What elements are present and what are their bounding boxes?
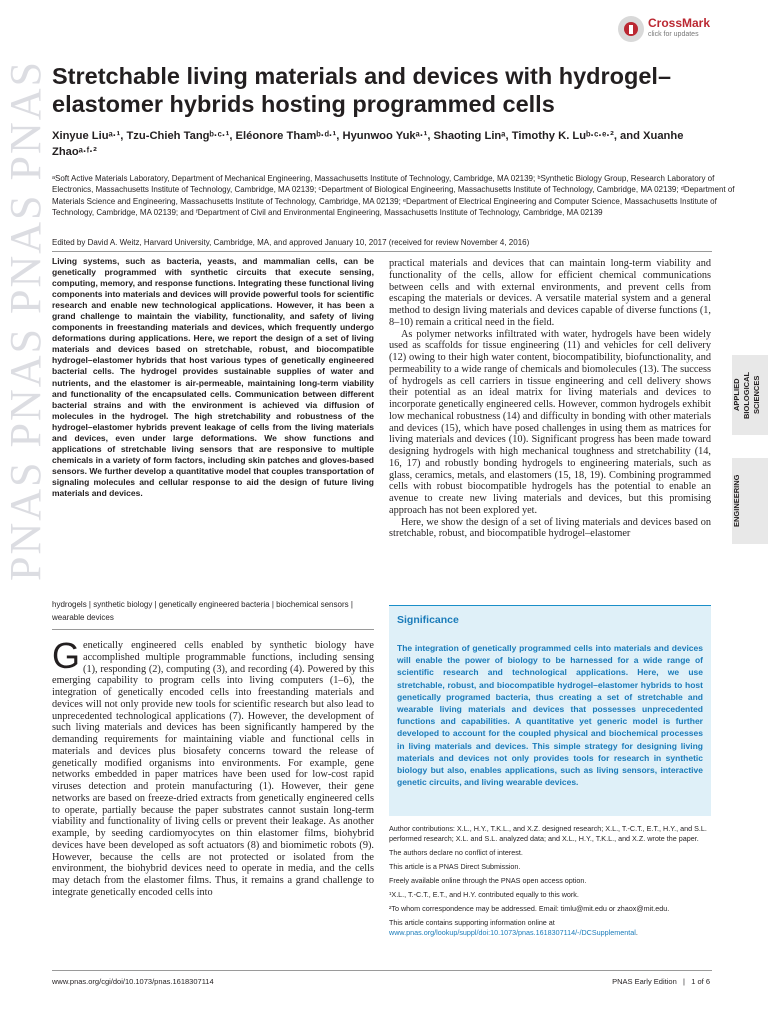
keywords: hydrogels | synthetic biology | genetically engineered bacteria | biochemical sensors | wearable devices: [52, 600, 353, 622]
significance-title: Significance: [397, 614, 459, 626]
crossmark-badge[interactable]: [618, 14, 730, 50]
crossmark-icon: [618, 16, 644, 42]
crossmark-subtitle: click for updates: [648, 31, 699, 38]
author-contributions: Author contributions: X.L., H.Y., T.K.L., and X.Z. designed research; X.L., T.-C.T., E.T., H.Y., and S.L. performed research; X.L. and S.L. analyzed data; and X.L., H.Y., T.K.L., and X.Z. wrote the paper.: [389, 824, 707, 843]
right-column: [389, 258, 711, 540]
correspondence: ²To whom correspondence may be addressed. Email: timlu@mit.edu or zhaox@mit.edu.: [389, 904, 670, 913]
footer-doi: www.pnas.org/cgi/doi/10.1073/pnas.1618307114: [52, 977, 214, 986]
pnas-watermark: [0, 60, 52, 760]
body-paragraph: Here, we show the design of a set of living materials and devices based on stretchable, robust, and biocompatible hydrogel–elastomer: [389, 516, 711, 540]
equal-contribution: ¹X.L., T.-C.T., E.T., and H.Y. contributed equally to this work.: [389, 890, 579, 899]
side-tab-engineering: ENGINEERING: [732, 458, 768, 544]
author-notes: [389, 824, 711, 942]
supporting-info-link[interactable]: www.pnas.org/lookup/suppl/doi:10.1073/pnas.1618307114/-/DCSupplemental: [389, 928, 636, 937]
direct-submission: This article is a PNAS Direct Submission.: [389, 862, 521, 871]
affiliations: ᵃSoft Active Materials Laboratory, Department of Mechanical Engineering, Massachusetts Institute of Technology, Cambridge, MA 02139; ᵇSynthetic Biology Group, Research Laboratory of Electronics, Massachusetts Institute of Technology, Cambridge, MA 02139; ᶜDepartment of Biological Engineering, Massachusetts Institute of Technology, Cambridge, MA 02139; ᵈDepartment of Materials Science and Engineering, Massachusetts Institute of Technology, Cambridge, MA 02139; ᵉDepartment of Electrical Engineering and Computer Science, Massachusetts Institute of Technology, Cambridge, MA 02139; and ᶠDepartment of Civil and Environmental Engineering, Massachusetts Institute of Technology, Cambridge, MA 02139: [52, 174, 735, 217]
intro-column: [52, 635, 374, 899]
abstract: Living systems, such as bacteria, yeasts, and mammalian cells, can be genetically programmed with synthetic circuits that execute sensing, computing, memory, and response functions. Integrating these functional living components into materials and devices will provide powerful tools for scientific research and enable new technological applications. However, it has been a grand challenge to maintain the viability, functionality, and safety of living components in freestanding materials and devices, which frequently undergo deformations during applications. Here, we report the design of a set of living materials and devices based on stretchable, robust, and biocompatible hydrogel–elastomer hybrids that host various types of genetically engineered bacterial cells. The hydrogel provides sustainable supplies of water and nutrients, and the elastomer is air-permeable, maintaining long-term viability and functionality of the encapsulated cells. Communication between different bacterial strains and with the environment is achieved via diffusion of molecules in the hydrogel. The high stretchability and robustness of the hydrogel–elastomer hybrids prevent leakage of cells from the living materials and devices, even under large deformations. We show functions and applications of stretchable living sensors that are responsive to multiple chemicals in a variety of form factors, including skin patches and gloves-based sensors. We further develop a quantitative model that couples transportation of signaling molecules and cellular response to aid the design of future living materials and devices.: [52, 256, 374, 498]
side-tab-applied-biological-sciences: APPLIED BIOLOGICAL SCIENCES: [732, 355, 768, 435]
footer-edition: PNAS Early Edition: [612, 977, 677, 986]
drop-cap: G: [52, 635, 81, 676]
open-access: Freely available online through the PNAS open access option.: [389, 876, 587, 885]
edited-by: Edited by David A. Weitz, Harvard University, Cambridge, MA, and approved January 10, 2017 (received for review November 4, 2016): [52, 238, 530, 247]
footer-rule: [52, 970, 712, 971]
footer-right: PNAS Early Edition | 1 of 6: [612, 977, 710, 986]
intro-text: enetically engineered cells enabled by synthetic biology have accomplished multiple programmable functions, including sensing (1), responding (2), computing (3), and recording (4). Powered by this emerging capability to program cells into living computers (1–6), the integration of genetically encoded cells into freestanding materials and devices will not only provide new tools for scientific research but also lead to unprecedented technological applications (7). However, the development of such living materials and devices has been significantly hampered by the demanding requirements for maintaining viable and functional cells in materials and devices plus biosafety concerns toward the release of genetically modified organisms into environments. For example, gene networks embedded in paper matrices have been used for low-cost rapid viruses detection and protein manufacturing (1). However, their gene networks are based on freeze-dried extracts from genetically engineered cells to operate, partially because the paper substrates cannot sustain long-term viability and functionality of living cells or prevent their leakage. As another example, by seeding cardiomyocytes on thin elastomer films, biohybrid devices have been developed as soft actuators (8) and biomimetic robots (9). However, because the cells are not protected or isolated from the environment, the biohybrid devices need to operate in media, and the cells may detach from the elastomer films. Thus, it remains a grand challenge to integrate genetically encoded cells into: [52, 640, 374, 898]
significance-text: The integration of genetically programmed cells into materials and devices will enable the power of biology to be harnessed for a wide range of scientific research and technological applications. Here, we use stretchable, robust, and biocompatible hydrogel–elastomer hybrids to host genetically programed bacteria, thus creating a set of stretchable and wearable living materials and devices that possesses unprecedented functions and capabilities. A quantitative yet generic model is further developed to account for the coupled physical and biochemical processes in living materials and devices. This simple strategy for designing living materials and devices not only provides tools for research in synthetic biology but also, enables applications, such as living sensors, interactive genetic circuits, and living wearable devices.: [397, 643, 703, 788]
keywords-rule: [52, 629, 374, 630]
header-rule: [52, 251, 712, 252]
conflict-statement: The authors declare no conflict of interest.: [389, 848, 523, 857]
body-paragraph: practical materials and devices that can maintain long-term viability and functionality of the cells, allow for efficient chemical communications between cells and with external environments, and prevent cells from escaping the materials or devices. A versatile material system and a general method to design living materials and devices capable of diverse functions (1, 8–10) remain a critical need in the field.: [389, 258, 711, 328]
article-title: Stretchable living materials and devices with hydrogel–elastomer hybrids hosting programmed cells: [52, 63, 672, 117]
significance-box: [389, 605, 711, 816]
crossmark-title: CrossMark: [648, 16, 711, 30]
watermark-text: PNAS PNAS PNAS PNAS: [1, 60, 50, 581]
author-list: Xinyue Liuᵃ·¹, Tzu-Chieh Tangᵇ·ᶜ·¹, Eléonore Thamᵇ·ᵈ·¹, Hyunwoo Yukᵃ·¹, Shaoting Linᵃ, Timothy K. Luᵇ·ᶜ·ᵉ·², and Xuanhe Zhaoᵃ·ᶠ·²: [52, 130, 684, 158]
page-number: 1 of 6: [691, 977, 710, 986]
body-paragraph: As polymer networks infiltrated with water, hydrogels have been widely used as scaffolds for tissue engineering (11) and vehicles for cell delivery (12) owing to their high water content, biocompatibility, biofunctionality, and permeability to a wide range of chemicals and biomolecules (13). The success of hydrogels as cell carriers in tissue engineering and cell delivery shows their potential as an ideal matrix for living materials and devices to incorporate genetically engineered cells. However, common hydrogels exhibit low mechanical robustness (14) and difficulty in bonding with other materials and devices (15), which have posed challenges in using them as matrices for living materials and devices (10). Significant progress has been made toward designing hydrogels with high mechanical toughness and stretchability (14, 16, 17) and robustly bonding hydrogels to engineering materials, such as glass, ceramics, metals, and elastomers (15, 18, 19). Combining programmed cells with robust biocompatible hydrogels has the potential to enable an avenue to create new living materials and devices, but this promising approach has not been explored yet.: [389, 328, 711, 516]
supporting-info: This article contains supporting information online at www.pnas.org/lookup/suppl/doi:10.1073/pnas.1618307114/-/DCSupplemental.: [389, 918, 638, 937]
